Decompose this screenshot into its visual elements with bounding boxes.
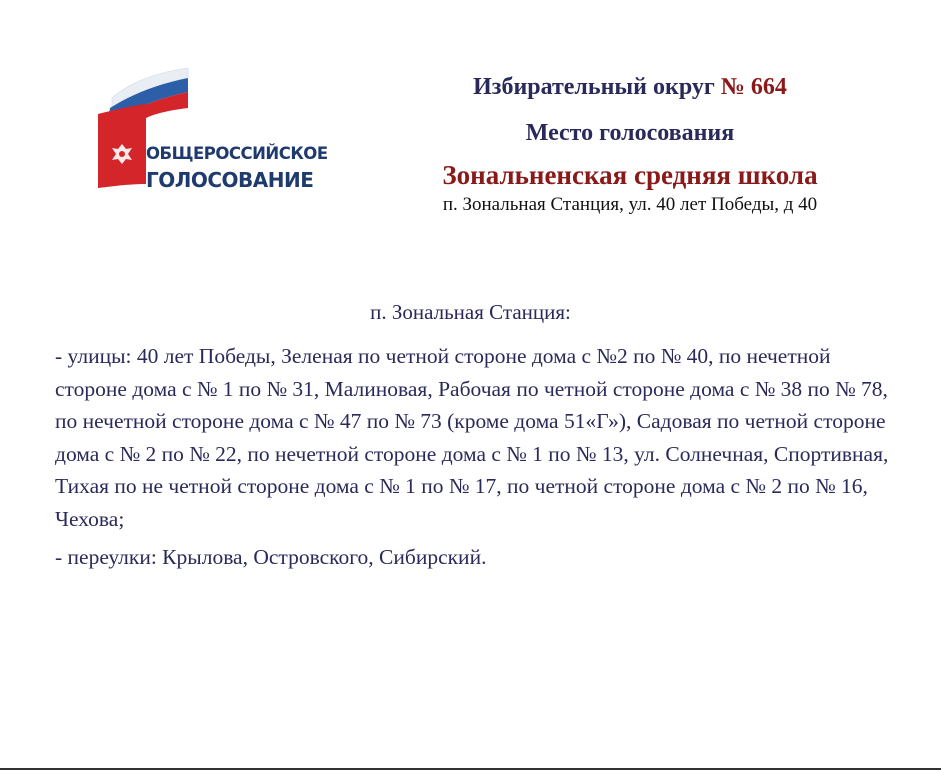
logo-text-line2: ГОЛОСОВАНИЕ (146, 168, 314, 192)
district-number: № 664 (720, 74, 787, 100)
logo (90, 62, 328, 202)
district-label: Избирательный округ (473, 74, 715, 100)
bottom-divider (0, 768, 941, 770)
district-title (380, 70, 880, 104)
header (380, 70, 880, 218)
section-title: п. Зональная Станция: (370, 300, 571, 324)
school-address: п. Зональная Станция, ул. 40 лет Победы, д 40 (442, 194, 818, 215)
school-name: Зональненская средняя школа (442, 160, 818, 190)
logo-text-line1: ОБЩЕРОССИЙСКОЕ (146, 144, 328, 163)
lanes-paragraph: - переулки: Крылова, Островского, Сибирский. (55, 545, 487, 569)
place-label: Место голосования (525, 120, 735, 146)
streets-paragraph: - улицы: 40 лет Победы, Зеленая по четной стороне дома с №2 по № 40, по нечетной стороне дома с № 1 по № 31, Малиновая, Рабочая по четной стороне дома с № 38 по № 78, по нечетной стороне дома с № 47 по № 73 (кроме дома 51«Г»), Садовая по четной стороне дома с № 2 по № 22, по нечетной стороне дома с № 1 по № 13, ул. Солнечная, Спортивная, Тихая по не четной стороне дома с № 1 по № 17, по четной стороне дома с № 2 по № 16, Чехова; (55, 344, 889, 531)
address-list (55, 340, 905, 580)
